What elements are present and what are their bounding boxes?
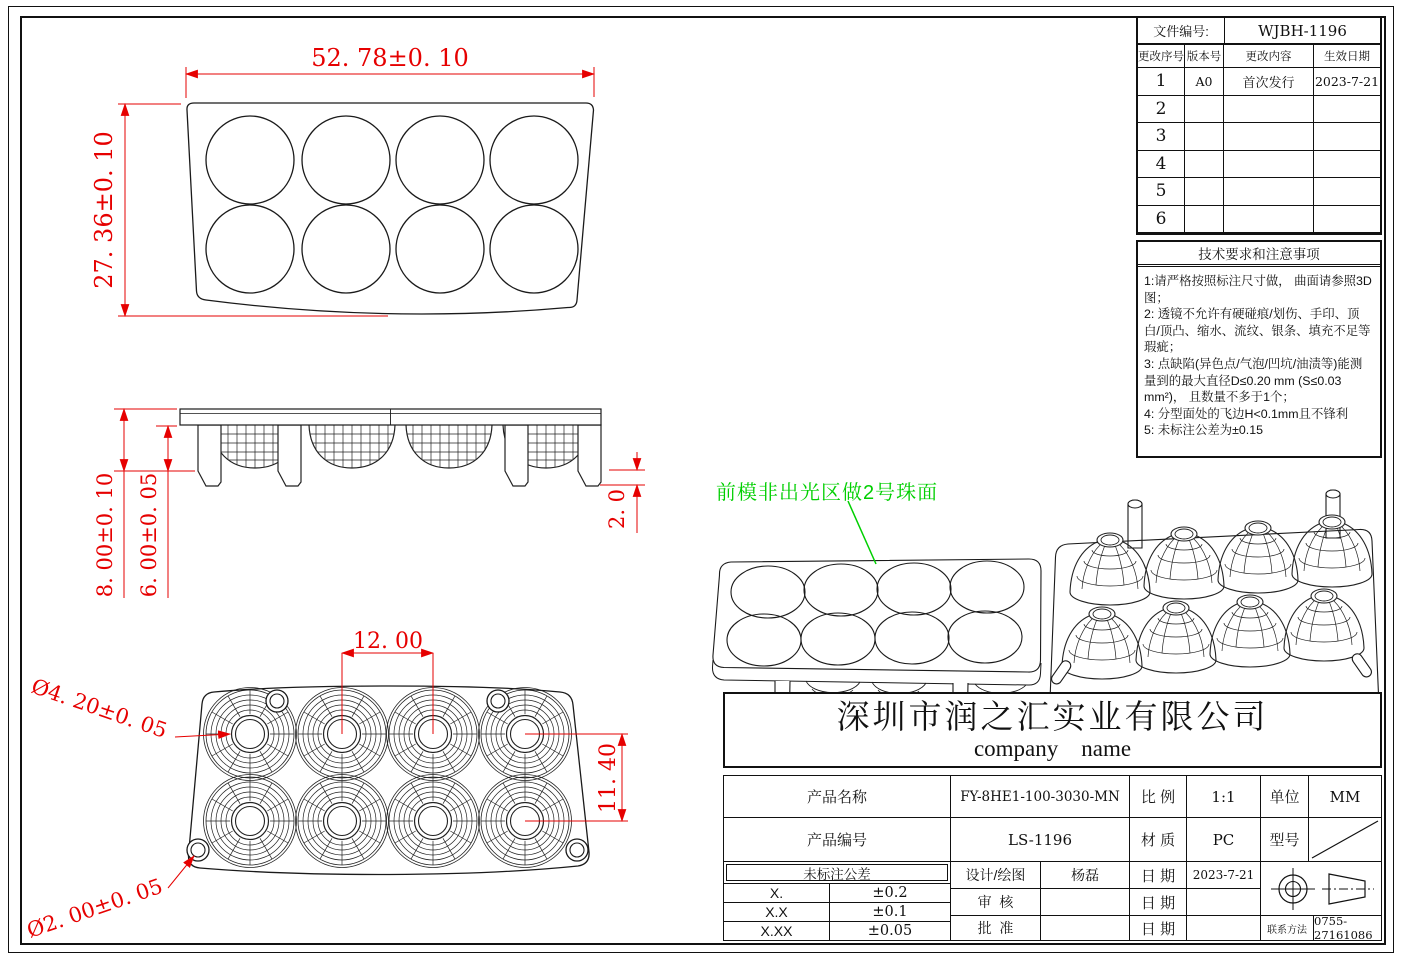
tolerance-title: 未标注公差 [726,864,948,881]
unit-label: 单位 [1260,775,1309,818]
dim-mount-hole-dia: Ø2. 00±0. 05 [23,873,166,943]
rev-row-version [1185,96,1224,124]
side-view-dimensions [93,409,645,598]
rev-header-date: 生效日期 [1314,45,1380,68]
file-number-label: 文件编号: [1138,18,1225,43]
rev-row-version [1185,123,1224,151]
scale-label: 比 例 [1129,775,1187,818]
rev-header-content: 更改内容 [1224,45,1314,68]
tech-note: 3: 点缺陷(异色点/气泡/凹坑/油渍等)能测量到的最大直径D≤0.20 mm (S≤0.03 mm²)， 且数量不多于1个； [1144,357,1363,405]
tech-note: 5: 未标注公差为±0.15 [1144,423,1264,438]
top-view [187,103,594,314]
side-view [180,409,601,486]
design-date-value: 2023-7-21 [1186,861,1261,889]
product-name-value: FY-8HE1-100-3030-MN [950,775,1130,818]
rev-header-version: 版本号 [1185,45,1224,68]
iso-bottom-view [1050,490,1379,726]
material-label: 材 质 [1129,817,1187,862]
tech-note: 1:请严格按照标注尺寸做， 曲面请参照3D图； [1144,274,1372,305]
bottom-view [187,686,589,875]
audit-label: 审 核 [950,888,1041,916]
rev-row-content [1224,151,1314,179]
rev-row-date [1314,123,1380,151]
date-label: 日 期 [1129,861,1187,889]
projection-symbol-cell [1260,861,1382,916]
annotation-leader-line [848,501,876,564]
third-angle-projection-icon [1263,864,1379,914]
front-mold-annotation: 前模非出光区做2号珠面 [716,482,939,504]
file-number-value: WJBH-1196 [1258,21,1347,40]
audit-date-value [1186,888,1261,916]
bottom-view-dimensions [24,629,628,943]
rev-row-version [1185,178,1224,206]
dim-hole-pitch-x: 12. 00 [353,629,423,654]
tech-requirements-title: 技术要求和注意事项 [1138,242,1380,267]
rev-row-content [1224,123,1314,151]
dim-top-height: 27. 36±0. 10 [90,131,118,289]
rev-row-content [1224,178,1314,206]
tolerance-value: ±0.2 [829,883,951,903]
dim-hole-pitch-y: 11. 40 [596,743,621,813]
revision-table [1136,16,1382,235]
diagonal-slash-icon [1309,818,1381,861]
title-block [723,692,1382,941]
audit-name [1040,888,1130,916]
company-name-cn: 深圳市润之汇实业有限公司 [836,700,1269,737]
technical-requirements-box [1136,240,1382,458]
rev-row-content [1224,96,1314,124]
company-header [723,692,1382,768]
rev-row-date [1314,178,1380,206]
designer-label: 设计/绘图 [950,861,1041,889]
tech-note: 2: 透镜不允许有硬碰痕/划伤、手印、顶白/顶凸、缩水、流纹、银条、填充不足等瑕疵； [1144,307,1371,355]
tech-note: 4: 分型面处的飞边H<0.1mm且不锋利 [1144,406,1349,421]
rev-row-no: 5 [1138,178,1185,206]
tolerance-value: ±0.05 [829,921,951,941]
rev-row-content: 首次发行 [1224,68,1314,96]
approve-name [1040,915,1130,941]
rev-row-content [1224,206,1314,234]
rev-row-version [1185,151,1224,179]
file-number-row [1138,18,1380,45]
contact-label: 联系方法 [1260,915,1314,941]
product-code-value: LS-1196 [950,817,1130,862]
tolerance-key: X.XX [723,921,830,941]
designer-name: 杨磊 [1040,861,1130,889]
company-name-en: company name [973,735,1132,761]
date-label: 日 期 [1129,915,1187,941]
rev-row-date [1314,151,1380,179]
rev-row-no: 4 [1138,151,1185,179]
approve-label: 批 准 [950,915,1041,941]
model-label: 型号 [1260,817,1309,862]
dim-side-leg: 2. 0 [605,488,629,530]
rev-header-seq: 更改序号 [1138,45,1185,68]
tolerance-key: X.X [723,902,830,922]
approve-date-value [1186,915,1261,941]
rev-row-no: 6 [1138,206,1185,234]
rev-row-date: 2023-7-21 [1314,68,1380,96]
date-label: 日 期 [1129,888,1187,916]
rev-row-date [1314,96,1380,124]
model-value-slash [1308,817,1382,862]
scale-value: 1:1 [1186,775,1261,818]
material-value: PC [1186,817,1261,862]
rev-row-version [1185,206,1224,234]
unit-value: MM [1308,775,1382,818]
tolerance-key: X. [723,883,830,903]
dim-lens-hole-dia: Ø4. 20±0. 05 [28,674,171,743]
tolerance-title-cell [723,861,951,884]
rev-row-no: 2 [1138,96,1185,124]
rev-row-no: 1 [1138,68,1185,96]
dim-top-width: 52. 78±0. 10 [311,44,469,72]
product-code-label: 产品编号 [723,817,951,862]
rev-row-no: 3 [1138,123,1185,151]
tolerance-value: ±0.1 [829,902,951,922]
rev-row-date [1314,206,1380,234]
contact-number: 0755-27161086 [1313,915,1382,941]
dim-side-total: 8. 00±0. 10 [93,472,117,598]
tech-requirements-notes [1138,267,1380,439]
rev-row-version: A0 [1185,68,1224,96]
top-view-dimensions [90,44,594,316]
product-name-label: 产品名称 [723,775,951,818]
dim-side-lens: 6. 00±0. 05 [137,472,161,598]
